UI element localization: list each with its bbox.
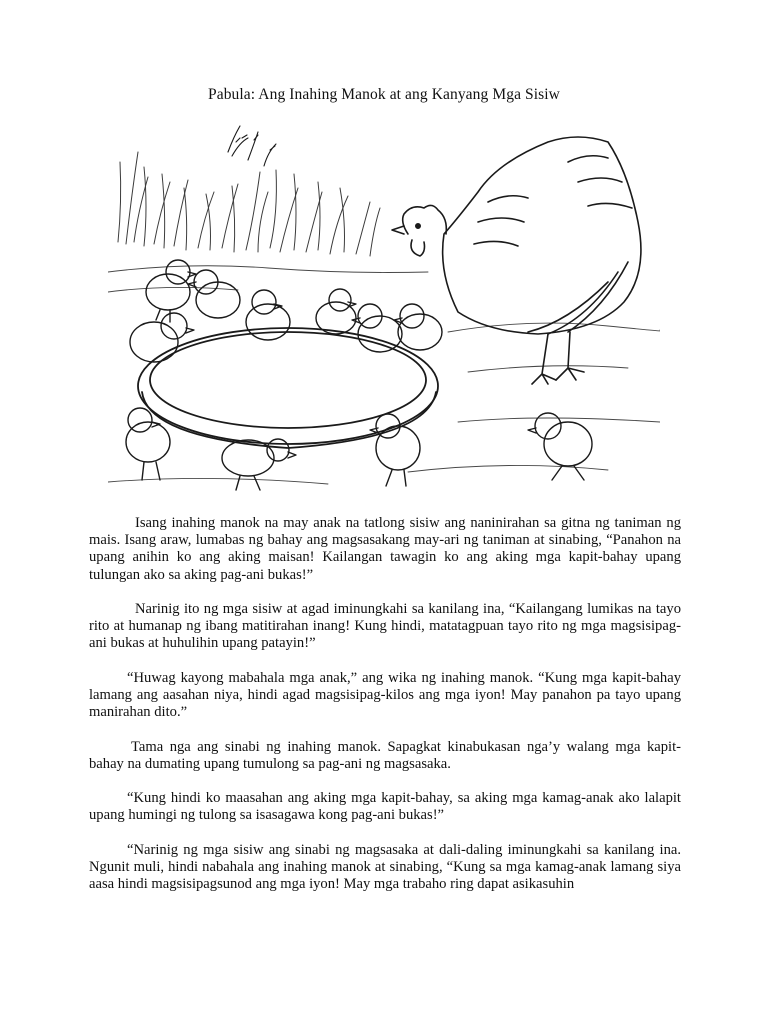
chicks <box>126 260 592 490</box>
ground-lines <box>108 266 660 484</box>
chick <box>394 304 442 350</box>
chick <box>370 414 420 486</box>
chick <box>222 439 296 490</box>
story-body <box>89 515 681 911</box>
story-paragraph-5: “Kung hindi ko maasahan ang aking mga kapit-bahay, sa aking mga kamag-anak ako lalapit upang humingi ng tulong sa isasagawa kong pag-ani bukas!” <box>89 790 681 824</box>
story-paragraph-4: Tama nga ang sinabi ng inahing manok. Sapagkat kinabukasan nga’y walang mga kapit-bahay na dumating upang tumulong sa pag-ani ng magsasaka. <box>89 738 681 772</box>
story-paragraph-2: Narinig ito ng mga sisiw at agad iminungkahi sa kanilang ina, “Kailangang lumikas na tayo rito at humanap ng ibang matitirahan inang! Kung hindi, matatagpuan tayo rito ng mga magsisipag-ani bukas at huhulihin upang patayin!” <box>89 601 681 652</box>
hen-and-chicks-illustration <box>108 122 660 506</box>
reeds-top <box>228 126 276 166</box>
story-paragraph-1: Isang inahing manok na may anak na tatlong sisiw ang naninirahan sa gitna ng taniman ng mais. Isang araw, lumabas ng bahay ang magsasakang may-ari ng taniman at sinabing, “Panahon na upang anihin ko ang aking maisan! Kailangan tawagin ko ang aking mga kapit-bahay upang tulungan ako sa aking pag-ani bukas!” <box>89 515 681 583</box>
chick <box>528 413 592 480</box>
chick <box>188 270 240 318</box>
story-paragraph-6: “Narinig ng mga sisiw ang sinabi ng magsasaka at dali-daling iminungkahi sa kanilang ina. Ngunit muli, hindi nabahala ang inahing manok at sinabing, “Kung sa mga kamag-anak lamang siya aasa hindi magsisipagsunod ang mga iyon! May mga trabaho ring dapat asikasuhin <box>89 841 681 893</box>
hen <box>392 137 641 384</box>
grass-background <box>118 152 380 256</box>
story-paragraph-3: “Huwag kayong mabahala mga anak,” ang wika ng inahing manok. “Kung mga kapit-bahay lamang ang aasahan niya, hindi agad magsisipag-kilos ang mga iyon! May panahon pa tayo upang manirahan dito.” <box>89 669 681 721</box>
water-dish <box>138 328 438 448</box>
page-title: Pabula: Ang Inahing Manok at ang Kanyang Mga Sisiw <box>208 86 560 103</box>
chick <box>316 289 356 334</box>
